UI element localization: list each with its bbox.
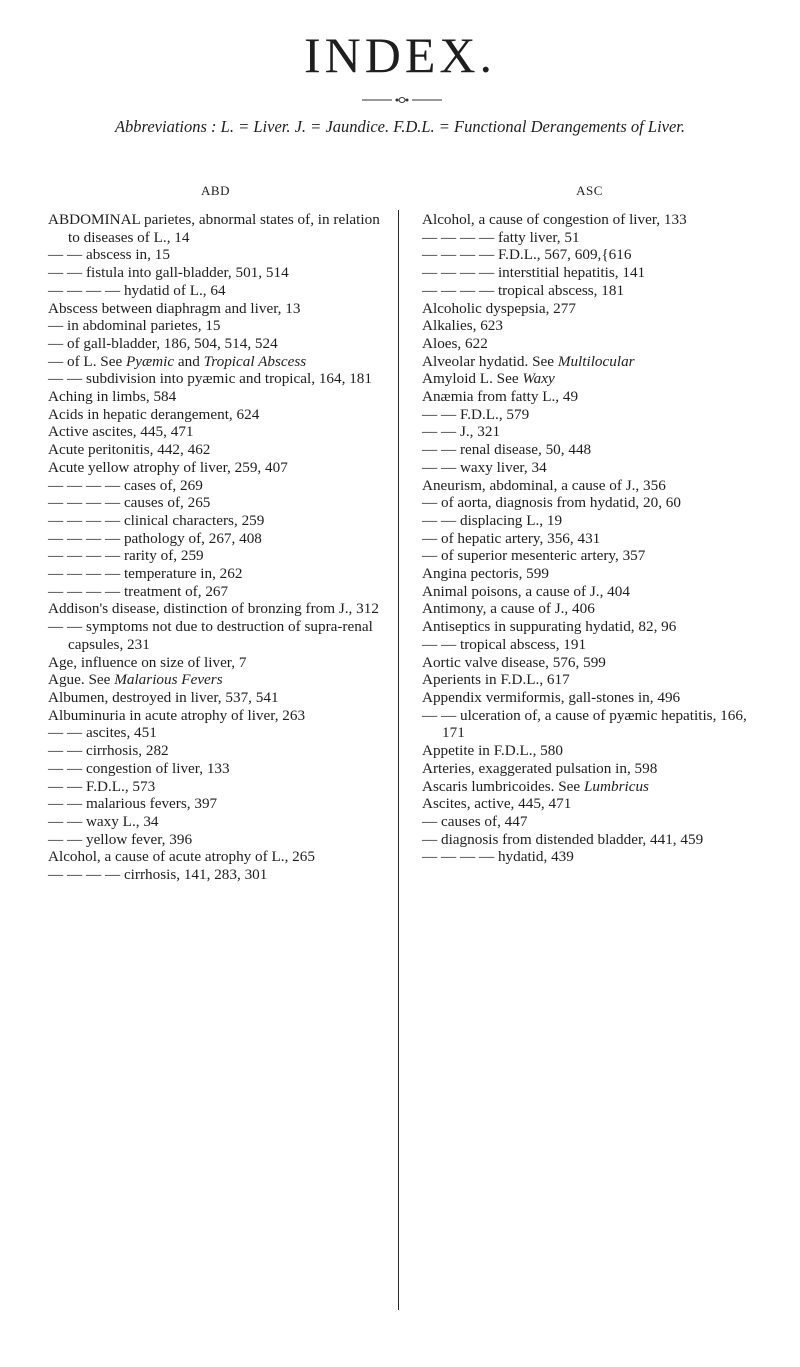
index-entry: — of hepatic artery, 356, 431: [422, 529, 601, 547]
index-entry: — — ascites, 451: [48, 724, 157, 742]
index-entry: Antiseptics in suppurating hydatid, 82, 96: [422, 618, 677, 636]
index-entry: — — — — fatty liver, 51: [422, 228, 580, 246]
index-entry: — — symptoms not due to destruction of supra-renal capsules, 231: [48, 618, 373, 653]
column-header-right: ASC: [576, 183, 603, 198]
index-entry: Addison's disease, distinction of bronzing from J., 312: [48, 600, 379, 618]
index-entry: — — congestion of liver, 133: [48, 759, 230, 777]
index-entry: — — — — causes of, 265: [48, 494, 211, 512]
index-entry: — — — — cirrhosis, 141, 283, 301: [48, 866, 268, 884]
index-entry: Aloes, 622: [422, 334, 488, 352]
index-entry: Aperients in F.D.L., 617: [422, 671, 570, 689]
index-entry: Aneurism, abdominal, a cause of J., 356: [422, 476, 666, 494]
index-entry: — — waxy L., 34: [48, 812, 159, 830]
index-entry: Albuminuria in acute atrophy of liver, 263: [48, 706, 306, 724]
index-entry: — — — — hydatid, 439: [422, 848, 574, 866]
index-entry: — of L. See Pyæmic and Tropical Abscess: [48, 352, 307, 370]
index-entry: — — — — treatment of, 267: [48, 582, 229, 600]
index-entry: — — displacing L., 19: [422, 511, 563, 529]
index-entry: — — — — cases of, 269: [48, 476, 203, 494]
page-title: INDEX.: [303, 27, 497, 83]
index-entry: — — — — pathology of, 267, 408: [48, 529, 262, 547]
index-entry: — — F.D.L., 579: [422, 405, 530, 423]
index-column-right: [422, 182, 757, 866]
index-entry: Age, influence on size of liver, 7: [48, 653, 247, 671]
index-entry: — — — — interstitial hepatitis, 141: [422, 264, 646, 282]
index-entry: Abscess between diaphragm and liver, 13: [48, 299, 301, 317]
index-entry: Ascites, active, 445, 471: [422, 795, 572, 813]
index-entry: — — renal disease, 50, 448: [422, 441, 592, 459]
index-entry: Arteries, exaggerated pulsation in, 598: [422, 759, 658, 777]
index-entry: — causes of, 447: [422, 812, 528, 830]
index-entry: Alcohol, a cause of acute atrophy of L., 265: [48, 848, 315, 866]
index-entry: — — — — hydatid of L., 64: [48, 281, 226, 299]
index-entry: Angina pectoris, 599: [422, 565, 549, 583]
index-entry: Alcoholic dyspepsia, 277: [422, 299, 576, 317]
index-entry: — — — — rarity of, 259: [48, 547, 204, 565]
index-entry: — — subdivision into pyæmic and tropical, 164, 181: [48, 370, 372, 388]
index-entry: — — yellow fever, 396: [48, 830, 193, 848]
index-entry: — of gall-bladder, 186, 504, 514, 524: [48, 334, 278, 352]
index-entry: Animal poisons, a cause of J., 404: [422, 582, 630, 600]
index-entry: Amyloid L. See Waxy: [422, 370, 555, 388]
index-entry: Alcohol, a cause of congestion of liver, 133: [422, 211, 687, 228]
index-entry: — diagnosis from distended bladder, 441, 459: [422, 830, 704, 848]
index-entry: Ague. See Malarious Fevers: [48, 671, 223, 689]
index-column-left: [48, 182, 383, 884]
index-entry: — — — — tropical abscess, 181: [422, 281, 625, 299]
index-entry: — — cirrhosis, 282: [48, 742, 169, 760]
index-entry: Acids in hepatic derangement, 624: [48, 405, 260, 423]
index-entry: Aching in limbs, 584: [48, 388, 177, 406]
index-entry: ABDOMINAL parietes, abnormal states of, in relation to diseases of L., 14: [48, 211, 380, 246]
index-entry: — — fistula into gall-bladder, 501, 514: [48, 264, 289, 282]
index-entry: Acute yellow atrophy of liver, 259, 407: [48, 458, 288, 476]
index-entry: Aortic valve disease, 576, 599: [422, 653, 606, 671]
index-entry: — — — — F.D.L., 567, 609,{616: [422, 246, 632, 264]
index-entry: — of aorta, diagnosis from hydatid, 20, 60: [422, 494, 681, 512]
index-entry: — — ulceration of, a cause of pyæmic hepatitis, 166, 171: [422, 706, 747, 742]
index-entry: Albumen, destroyed in liver, 537, 541: [48, 688, 279, 706]
index-entry: — — waxy liver, 34: [422, 458, 547, 476]
title-ornament: [362, 95, 442, 105]
index-entry: — — abscess in, 15: [48, 246, 170, 264]
entry-list-right: [422, 211, 757, 866]
index-entry: — in abdominal parietes, 15: [48, 317, 221, 335]
index-entry: — — — — temperature in, 262: [48, 565, 243, 583]
index-entry: — of superior mesenteric artery, 357: [422, 547, 646, 565]
entry-list-left: [48, 211, 383, 884]
column-divider: [398, 210, 399, 1310]
index-entry: — — J., 321: [422, 423, 501, 441]
index-entry: Appendix vermiformis, gall-stones in, 496: [422, 688, 681, 706]
abbreviations-note: Abbreviations : L. = Liver. J. = Jaundice. F.D.L. = Functional Derangements of Liver.: [114, 117, 686, 136]
index-entry: — — — — clinical characters, 259: [48, 511, 265, 529]
index-entry: Alkalies, 623: [422, 317, 503, 335]
index-entry: — — tropical abscess, 191: [422, 635, 587, 653]
index-entry: Ascaris lumbricoides. See Lumbricus: [422, 777, 649, 795]
index-entry: Active ascites, 445, 471: [48, 423, 194, 441]
index-entry: Anæmia from fatty L., 49: [422, 388, 579, 406]
index-entry: Antimony, a cause of J., 406: [422, 600, 595, 618]
column-header-left: ABD: [201, 183, 230, 198]
index-entry: Appetite in F.D.L., 580: [422, 742, 563, 760]
index-entry: Alveolar hydatid. See Multilocular: [422, 352, 635, 370]
index-entry: — — F.D.L., 573: [48, 777, 156, 795]
index-entry: — — malarious fevers, 397: [48, 795, 218, 813]
index-entry: Acute peritonitis, 442, 462: [48, 441, 211, 459]
